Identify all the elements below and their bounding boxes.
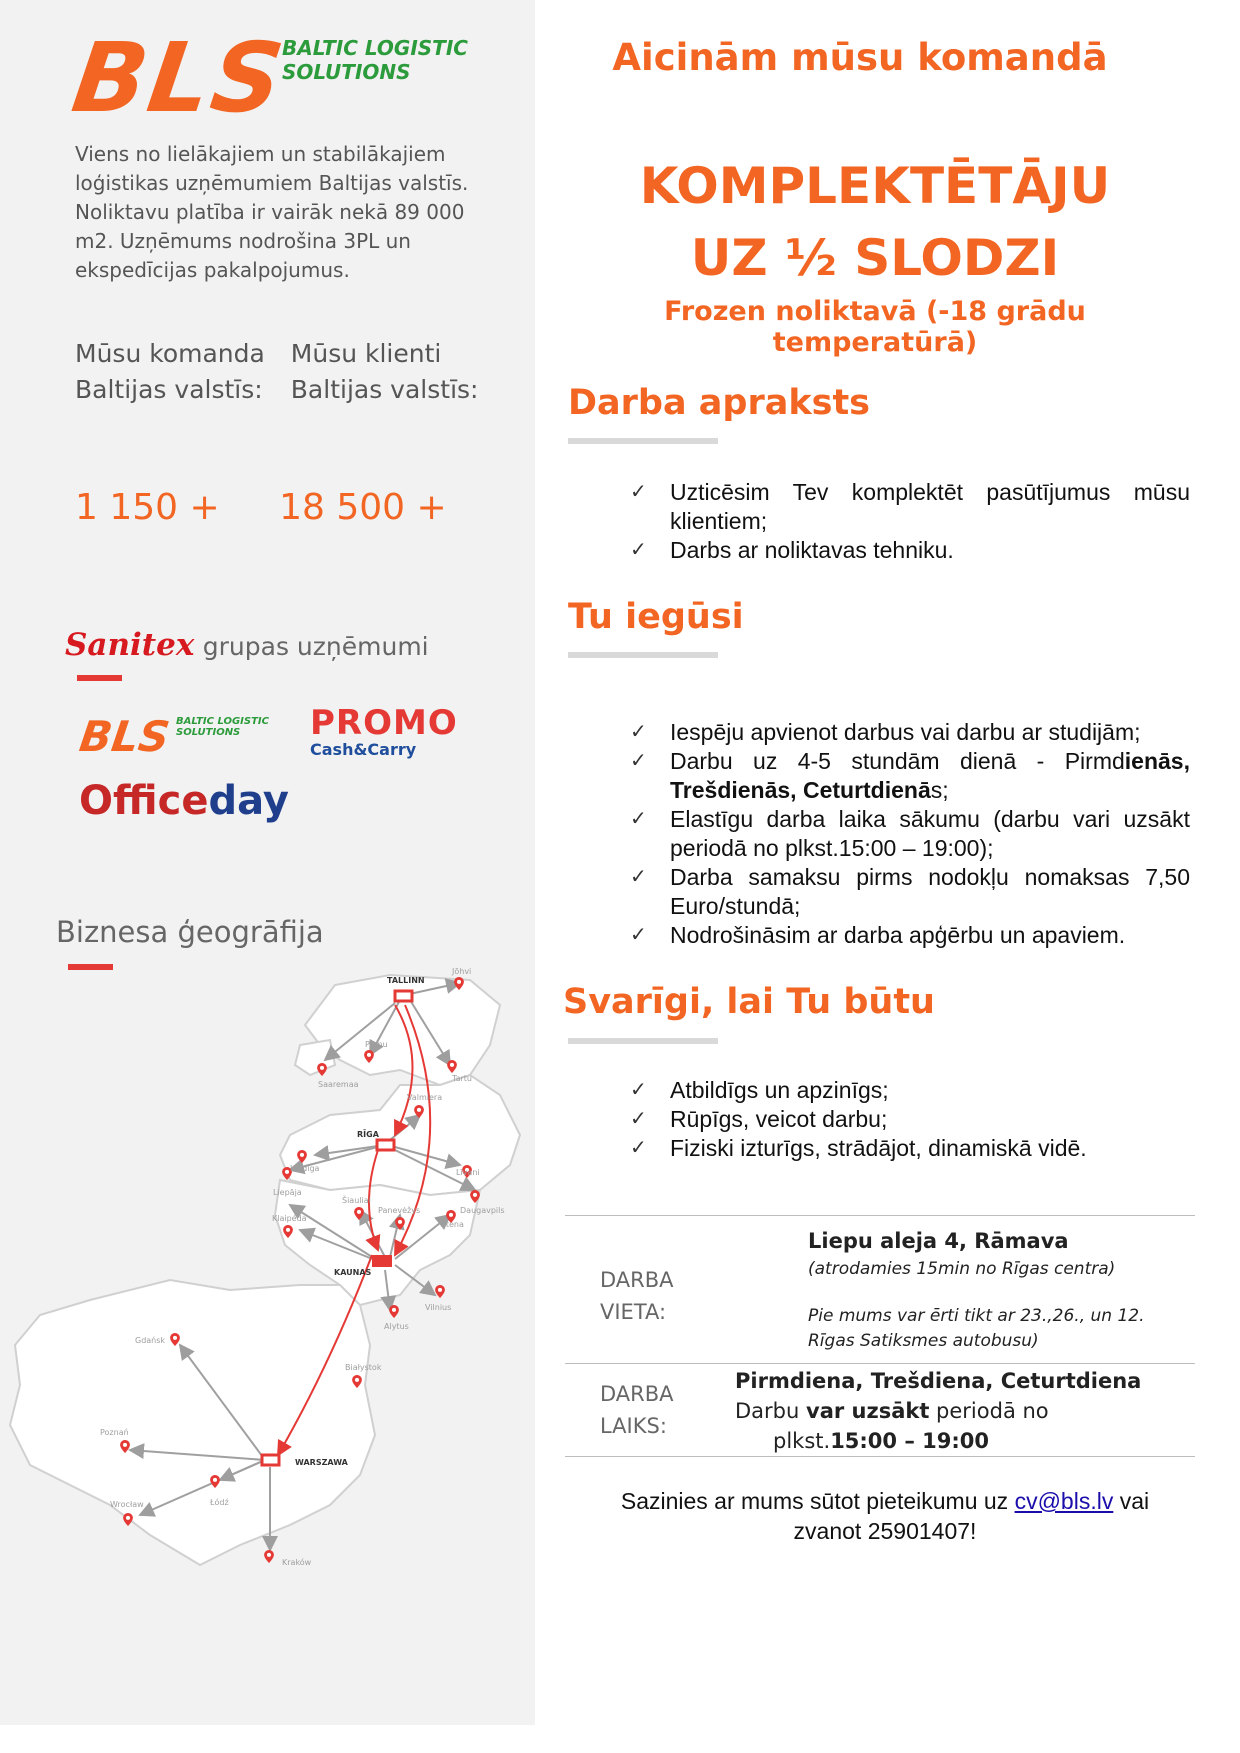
check-icon: ✓	[630, 1108, 647, 1130]
time-start	[735, 1396, 1175, 1426]
latvia-shape	[280, 1075, 520, 1195]
list-item	[630, 1076, 1190, 1105]
map-hub-warszawa: WARSZAWA	[295, 1458, 348, 1467]
clients-label-line2: Baltijas valstīs:	[290, 375, 479, 404]
map-hub-tallinn: TALLINN	[387, 976, 425, 985]
time-label-line2: LAIKS:	[600, 1414, 667, 1438]
benefits-list	[630, 718, 1190, 950]
time-start-a: Darbu	[735, 1399, 806, 1423]
map-city-bialystok: Białystok	[345, 1363, 382, 1372]
list-item-bold-days: ienās, Trešdienās, Ceturtdienā	[670, 748, 1190, 803]
map-city-siauliai: Šiauliai	[342, 1196, 371, 1205]
team-label-line1: Mūsu komanda	[75, 339, 265, 368]
map-city-tartu: Tartu	[452, 1074, 472, 1083]
officeday-logo	[79, 778, 289, 824]
check-icon: ✓	[630, 721, 647, 743]
contact-text-a: Sazinies ar mums sūtot pieteikumu uz	[620, 1488, 1015, 1514]
map-city-wroclaw: Wrocław	[110, 1500, 144, 1509]
place-label-line1: DARBA	[600, 1268, 674, 1292]
place-details	[808, 1226, 1188, 1354]
list-item-text: Darba samaksu pirms nodokļu nomaksas 7,50 Euro/stundā;	[670, 864, 1190, 919]
map-city-poznan: Poznań	[100, 1428, 129, 1437]
map-city-klaipeda: Klaipėda	[272, 1214, 307, 1223]
list-item-text: Nodrošināsim ar darba apģērbu un apaviem.	[670, 922, 1126, 948]
list-item-text: Darbs ar noliktavas tehniku.	[670, 537, 954, 563]
place-transport: Pie mums var ērti tikt ar 23.,26., un 12. Rīgas Satiksmes autobusu)	[808, 1306, 1145, 1351]
list-item-text: Fiziski izturīgs, strādājot, dinamiskā vidē.	[670, 1135, 1087, 1161]
list-item-text: Rūpīgs, veicot darbu;	[670, 1106, 888, 1132]
time-start-b: var uzsākt	[806, 1399, 930, 1423]
map-city-daugavpils: Daugavpils	[460, 1206, 505, 1215]
job-title-line1: KOMPLEKTĒTĀJU	[639, 157, 1111, 215]
map-city-parnu: Pärnu	[365, 1040, 388, 1049]
promo-logo	[310, 703, 458, 759]
map-city-johvi: Jõhvi	[452, 967, 472, 976]
promo-logo-sub: Cash&Carry	[310, 740, 417, 759]
promo-logo-main: PROMO	[310, 703, 458, 743]
map-city-saaremaa: Saaremaa	[318, 1080, 359, 1089]
list-item	[630, 718, 1190, 747]
info-table	[565, 1215, 1195, 1457]
bls-company-sub2: SOLUTIONS	[176, 727, 241, 738]
officeday-logo-part2: day	[208, 778, 289, 824]
contact-text-b: vai	[1113, 1488, 1150, 1514]
team-value: 1 150 +	[75, 487, 220, 528]
list-item	[630, 536, 1190, 565]
bls-logo-subtitle	[282, 36, 468, 84]
benefits-rule	[568, 652, 718, 658]
bls-company-mark: BLS	[76, 712, 173, 761]
time-label-line1: DARBA	[600, 1382, 674, 1406]
map-city-krakow: Kraków	[282, 1558, 312, 1567]
time-label	[600, 1378, 674, 1442]
bls-logo-sub-line2: SOLUTIONS	[282, 60, 411, 84]
map-city-panevezys: Panevėžys	[378, 1206, 421, 1215]
sidebar	[0, 0, 535, 1725]
geo-title: Biznesa ģeogrāfija	[56, 915, 324, 949]
time-details	[735, 1366, 1175, 1456]
list-item	[630, 1105, 1190, 1134]
list-item	[630, 921, 1190, 950]
list-item	[630, 747, 1190, 805]
bls-company-sub1: BALTIC LOGISTIC	[176, 716, 269, 727]
benefits-title: Tu iegūsi	[568, 597, 744, 637]
description-rule	[568, 438, 718, 444]
requirements-rule	[568, 1038, 718, 1044]
check-icon: ✓	[630, 481, 647, 503]
check-icon: ✓	[630, 1137, 647, 1159]
bls-logo-sub-line1: BALTIC LOGISTIC	[282, 36, 468, 60]
map-city-valmiera: Valmiera	[407, 1093, 443, 1102]
description-title: Darba apraksts	[568, 383, 871, 423]
place-label	[600, 1264, 674, 1328]
contact-phone: zvanot 25901407!	[793, 1518, 977, 1544]
list-item	[630, 863, 1190, 921]
list-item-text: Iespēju apvienot darbus vai darbu ar studijām;	[670, 719, 1141, 745]
place-label-line2: VIETA:	[600, 1300, 667, 1324]
check-icon: ✓	[630, 750, 647, 772]
company-intro: Viens no lielākajiem un stabilākajiem loģistikas uzņēmumiem Baltijas valstīs. Noliktavu platība ir vairāk nekā 89 000 m2. Uzņēmums nodrošina 3PL un ekspedīcijas pakalpojumus.	[75, 142, 469, 282]
job-title-line2: UZ ½ SLODZI	[690, 229, 1060, 287]
contact-line	[565, 1486, 1205, 1546]
map-city-vilnius: Vilnius	[425, 1303, 452, 1312]
team-label-line2: Baltijas valstīs:	[75, 375, 263, 404]
map-city-lodz: Łódź	[210, 1498, 229, 1507]
list-item-text: Darbu uz 4-5 stundām dienā - Pirmd	[670, 748, 1125, 774]
place-note: (atrodamies 15min no Rīgas centra)	[808, 1259, 1116, 1279]
check-icon: ✓	[630, 539, 647, 561]
table-row-time	[565, 1363, 1195, 1457]
invite-heading: Aicinām mūsu komandā	[612, 36, 1108, 79]
poland-shape	[10, 1280, 375, 1565]
team-label	[75, 336, 265, 408]
requirements-list	[630, 1076, 1190, 1163]
list-item-text: Uzticēsim Tev komplektēt pasūtījumus mūsu klientiem;	[670, 479, 1190, 534]
map-hub-riga: RĪGA	[357, 1130, 379, 1139]
business-map	[0, 965, 535, 1725]
list-item-text: Atbildīgs un apzinīgs;	[670, 1077, 889, 1103]
time-hours-b: 15:00 – 19:00	[830, 1429, 989, 1453]
time-days: Pirmdiena, Trešdiena, Ceturtdiena	[735, 1369, 1142, 1393]
requirements-title: Svarīgi, lai Tu būtu	[563, 982, 935, 1022]
list-item	[630, 478, 1190, 536]
check-icon: ✓	[630, 1079, 647, 1101]
bls-company-logo	[76, 712, 269, 761]
check-icon: ✓	[630, 808, 647, 830]
job-subtitle: Frozen noliktavā (-18 grādu temperatūrā)	[664, 296, 1086, 358]
clients-label	[291, 336, 479, 408]
list-item-text-end: s;	[930, 777, 949, 803]
contact-line1	[565, 1486, 1205, 1516]
check-icon: ✓	[630, 866, 647, 888]
map-hub-kaunas: KAUNAS	[334, 1268, 372, 1277]
email-link[interactable]: cv@bls.lv	[1014, 1488, 1114, 1514]
officeday-logo-part1: Office	[79, 778, 209, 824]
bls-logo-mark: BLS	[66, 22, 292, 134]
time-hours	[735, 1426, 1175, 1456]
place-address: Liepu aleja 4, Rāmava	[808, 1229, 1069, 1253]
group-text: grupas uzņēmumi	[202, 632, 429, 661]
map-city-gdansk: Gdańsk	[135, 1336, 166, 1345]
sanitex-logo: Sanitex	[65, 627, 195, 663]
time-hours-a: plkst.	[773, 1429, 831, 1453]
clients-label-line1: Mūsu klienti	[290, 339, 442, 368]
map-city-alytus: Alytus	[384, 1322, 409, 1331]
list-item	[630, 1134, 1190, 1163]
job-title-block	[565, 150, 1185, 358]
group-line	[65, 627, 429, 663]
list-item-text: Elastīgu darba laika sākumu (darbu vari uzsākt periodā no plkst.15:00 – 19:00);	[670, 806, 1190, 861]
map-city-kuldiga: Kuldīga	[290, 1164, 320, 1173]
map-city-livani: Līvani	[456, 1168, 480, 1177]
table-row-place	[565, 1215, 1195, 1363]
map-city-utena: Utena	[440, 1220, 464, 1229]
stat-values	[75, 487, 447, 528]
headline	[600, 36, 1120, 79]
map-city-liepaja: Liepāja	[273, 1188, 302, 1197]
clients-value: 18 500 +	[279, 487, 447, 528]
divider-bar	[77, 675, 122, 681]
check-icon: ✓	[630, 924, 647, 946]
bls-company-subtitle	[176, 716, 269, 738]
bls-logo	[66, 22, 468, 134]
stat-labels	[75, 336, 478, 408]
list-item	[630, 805, 1190, 863]
description-list	[630, 478, 1190, 565]
time-start-c: periodā no	[929, 1399, 1049, 1423]
